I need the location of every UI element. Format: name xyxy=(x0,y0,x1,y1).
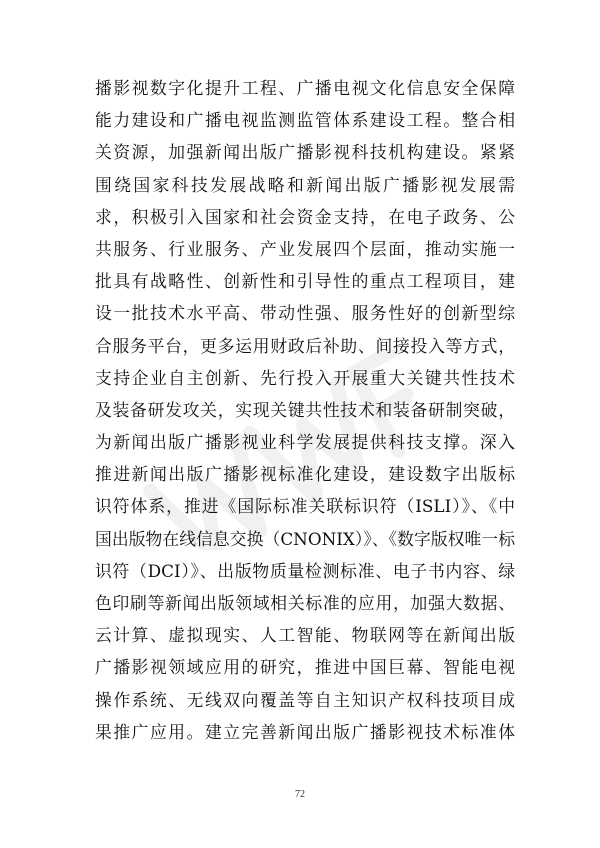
text-line: 识符（DCI）》、出版物质量检测标准、电子书内容、绿 xyxy=(95,560,515,581)
text-line: 为新闻出版广播影视业科学发展提供科技支撑。深入 xyxy=(95,432,515,453)
text-line: 色印刷等新闻出版领域相关标准的应用，加强大数据、 xyxy=(95,593,515,613)
text-line: 合服务平台，更多运用财政后补助、间接投入等方式， xyxy=(95,335,515,356)
text-line: 求，积极引入国家和社会资金支持，在电子政务、公 xyxy=(95,206,515,227)
text-line: 共服务、行业服务、产业发展四个层面，推动实施一 xyxy=(95,238,515,259)
text-line: 推进新闻出版广播影视标准化建设，建设数字出版标 xyxy=(95,464,515,485)
text-line: 能力建设和广播电视监测监管体系建设工程。整合相 xyxy=(95,110,515,131)
text-line: 批具有战略性、创新性和引导性的重点工程项目，建 xyxy=(95,271,515,292)
text-line: 果推广应用。建立完善新闻出版广播影视技术标准体 xyxy=(95,721,515,742)
text-line: 广播影视领域应用的研究，推进中国巨幕、智能电视 xyxy=(95,657,515,678)
text-line: 国出版物在线信息交换（CNONIX）》、《数字版权唯一标 xyxy=(95,528,515,549)
text-line: 播影视数字化提升工程、广播电视文化信息安全保障 xyxy=(95,78,515,98)
body-text xyxy=(95,72,515,748)
text-line: 设一批技术水平高、带动性强、服务性好的创新型综 xyxy=(95,303,515,324)
text-line: 及装备研发攻关，实现关键共性技术和装备研制突破， xyxy=(95,399,515,420)
text-line: 支持企业自主创新、先行投入开展重大关键共性技术 xyxy=(95,367,515,388)
text-line: 关资源，加强新闻出版广播影视科技机构建设。紧紧 xyxy=(95,142,515,163)
text-line: 操作系统、无线双向覆盖等自主知识产权科技项目成 xyxy=(95,689,515,710)
text-line: 识符体系，推进《国际标准关联标识符（ISLI）》、《中 xyxy=(95,496,515,517)
text-line: 围绕国家科技发展战略和新闻出版广播影视发展需 xyxy=(95,174,515,195)
page-number: 72 xyxy=(295,789,305,800)
text-line: 云计算、虚拟现实、人工智能、物联网等在新闻出版 xyxy=(95,625,515,646)
